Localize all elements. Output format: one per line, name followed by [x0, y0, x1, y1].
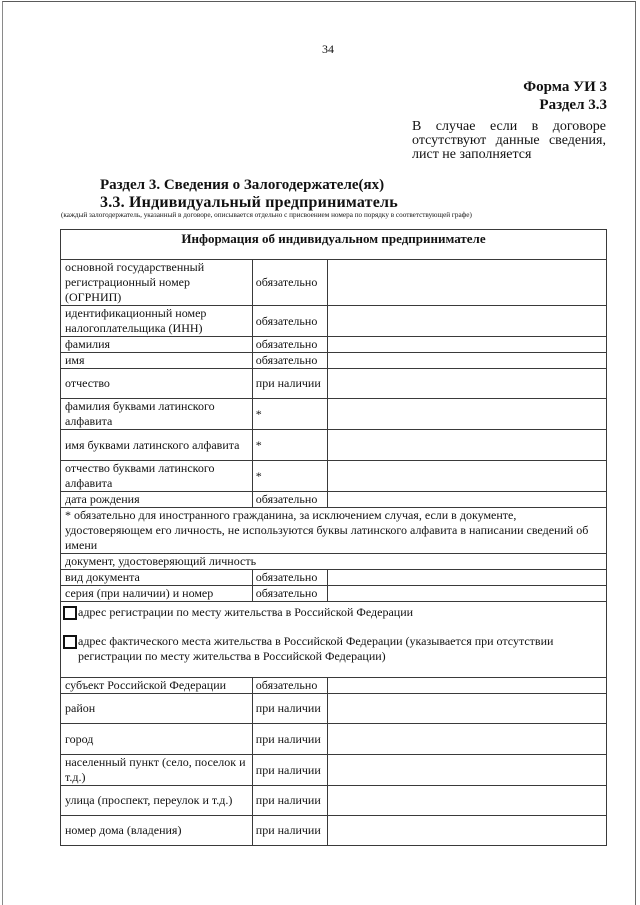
- field-requirement: *: [252, 399, 327, 430]
- doc-type-value-field[interactable]: [327, 570, 606, 586]
- field-requirement: при наличии: [252, 694, 327, 724]
- footnote-row: [61, 508, 607, 554]
- street-value-field[interactable]: [327, 786, 606, 816]
- field-requirement: при наличии: [252, 724, 327, 755]
- inn-value-field[interactable]: [327, 306, 606, 337]
- table-row: [61, 492, 607, 508]
- field-requirement: *: [252, 461, 327, 492]
- field-requirement: обязательно: [252, 260, 327, 306]
- field-label: район: [61, 694, 253, 724]
- field-requirement: обязательно: [252, 337, 327, 353]
- name-value-field[interactable]: [327, 353, 606, 369]
- registration-address-checkbox[interactable]: [63, 606, 77, 620]
- settlement-value-field[interactable]: [327, 755, 606, 786]
- field-label: вид документа: [61, 570, 253, 586]
- table-row: [61, 816, 607, 846]
- table-row: [61, 430, 607, 461]
- fill-note: В случае если в договоре отсутствуют данные сведения, лист не заполняется: [412, 119, 606, 162]
- field-requirement: при наличии: [252, 755, 327, 786]
- address-option-registration[interactable]: [63, 605, 604, 620]
- field-label: отчество: [61, 369, 253, 399]
- address-type-cell: [61, 602, 607, 678]
- field-requirement: *: [252, 430, 327, 461]
- region-value-field[interactable]: [327, 678, 606, 694]
- field-requirement: обязательно: [252, 306, 327, 337]
- field-label: идентификационный номер налогоплательщика (ИНН): [61, 306, 253, 337]
- section-id: Раздел 3.3: [539, 97, 607, 113]
- field-label: населенный пункт (село, поселок и т.д.): [61, 755, 253, 786]
- address-type-row: [61, 602, 607, 678]
- field-label: фамилия буквами латинского алфавита: [61, 399, 253, 430]
- field-label: отчество буквами латинского алфавита: [61, 461, 253, 492]
- field-requirement: при наличии: [252, 369, 327, 399]
- identity-doc-heading: документ, удостоверяющий личность: [61, 554, 607, 570]
- table-row: [61, 337, 607, 353]
- field-requirement: при наличии: [252, 786, 327, 816]
- district-value-field[interactable]: [327, 694, 606, 724]
- table-row: [61, 786, 607, 816]
- field-requirement: обязательно: [252, 570, 327, 586]
- field-label: номер дома (владения): [61, 816, 253, 846]
- form-id: Форма УИ 3: [523, 79, 607, 95]
- latin-surname-value-field[interactable]: [327, 399, 606, 430]
- city-value-field[interactable]: [327, 724, 606, 755]
- field-label: субъект Российской Федерации: [61, 678, 253, 694]
- field-label: улица (проспект, переулок и т.д.): [61, 786, 253, 816]
- field-label: имя буквами латинского алфавита: [61, 430, 253, 461]
- table-row: [61, 586, 607, 602]
- table-row: [61, 694, 607, 724]
- entrepreneur-info-table: [60, 229, 607, 846]
- actual-address-checkbox[interactable]: [63, 635, 77, 649]
- field-label: основной государственный регистрационный номер (ОГРНИП): [61, 260, 253, 306]
- field-requirement: обязательно: [252, 353, 327, 369]
- patronymic-value-field[interactable]: [327, 369, 606, 399]
- surname-value-field[interactable]: [327, 337, 606, 353]
- table-header-row: [61, 230, 607, 260]
- table-row: [61, 570, 607, 586]
- house-number-value-field[interactable]: [327, 816, 606, 846]
- latin-footnote: * обязательно для иностранного гражданина, за исключением случая, если в документе, удостоверяющем его личность, не используются буквы латинского алфавита в написании сведений об имени: [61, 508, 607, 554]
- birth-date-value-field[interactable]: [327, 492, 606, 508]
- subsection-note: (каждый залогодержатель, указанный в договоре, описывается отдельно с присвоением номера по порядку в соответствующей графе): [61, 211, 472, 219]
- field-requirement: обязательно: [252, 586, 327, 602]
- field-label: город: [61, 724, 253, 755]
- subsection-title: 3.3. Индивидуальный предприниматель: [100, 194, 398, 211]
- address-option-actual[interactable]: [63, 634, 604, 664]
- field-label: фамилия: [61, 337, 253, 353]
- field-label: имя: [61, 353, 253, 369]
- table-header: Информация об индивидуальном предпринимателе: [61, 230, 607, 260]
- table-row: [61, 306, 607, 337]
- table-row: [61, 724, 607, 755]
- table-row: [61, 678, 607, 694]
- table-row: [61, 399, 607, 430]
- table-row: [61, 369, 607, 399]
- latin-name-value-field[interactable]: [327, 430, 606, 461]
- field-requirement: обязательно: [252, 492, 327, 508]
- section-title: Раздел 3. Сведения о Залогодержателе(ях): [100, 177, 385, 193]
- page-number: 34: [322, 42, 334, 56]
- table-row: [61, 353, 607, 369]
- table-row: [61, 461, 607, 492]
- doc-number-value-field[interactable]: [327, 586, 606, 602]
- field-label: серия (при наличии) и номер: [61, 586, 253, 602]
- field-label: дата рождения: [61, 492, 253, 508]
- table-row: [61, 755, 607, 786]
- identity-doc-heading-row: [61, 554, 607, 570]
- latin-patronymic-value-field[interactable]: [327, 461, 606, 492]
- actual-address-label: адрес фактического места жительства в Российской Федерации (указывается при отсутствии регистрации по месту жительства в Российской Федерации): [78, 634, 554, 663]
- table-row: [61, 260, 607, 306]
- field-requirement: при наличии: [252, 816, 327, 846]
- field-requirement: обязательно: [252, 678, 327, 694]
- ogrnip-value-field[interactable]: [327, 260, 606, 306]
- registration-address-label: адрес регистрации по месту жительства в Российской Федерации: [78, 605, 414, 619]
